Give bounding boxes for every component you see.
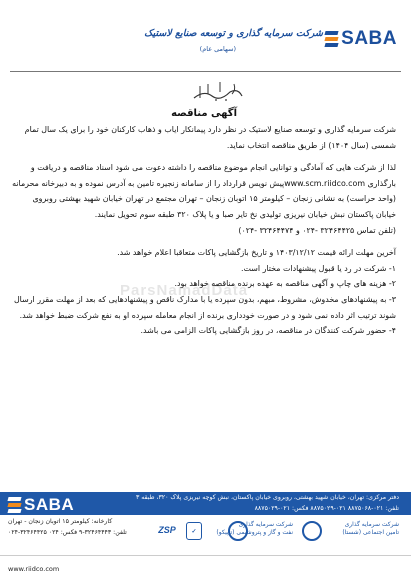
footer-address: دفتر مرکزی: تهران، خیابان شهید بهشتی، روبروی خیابان پاکستان، نبش کوچه نیریزی پلاک ۳۲۰، طبقه ۳ (135, 494, 399, 501)
saba-mark-icon (325, 31, 338, 47)
bismillah-calligraphy-icon (190, 78, 246, 104)
footer-company-shasta (342, 521, 399, 537)
main-body (12, 122, 396, 339)
footer-company-tapico (216, 521, 293, 537)
footer-phones: تلفن: ۰۲۱-۸۸۷۵۰۶۸ ۰۲۱-۸۸۷۵۰۲۹ فکس: ۰۲۱-۸۸۷۵۰۲۹ (254, 505, 399, 512)
watermark: ParsNamadData (120, 282, 249, 299)
spacer (12, 153, 396, 160)
saba-logo (325, 28, 397, 50)
footer-saba-logo (8, 495, 74, 515)
note-4: ۴- حضور شرکت کنندگان در مناقصه، در روز بازگشایی پاکات الزامی می باشد. (140, 326, 396, 336)
letterhead (0, 8, 411, 68)
footer-bottom-divider (0, 555, 411, 556)
factory-address: کارخانه: کیلومتر ۱۵ اتوبان زنجان - تهران (8, 518, 113, 525)
header-divider (10, 71, 401, 72)
certification-icon: ✓ (186, 522, 202, 540)
zsp-certification-logo: ZSP (158, 525, 176, 535)
note-3: ۳- به پیشنهادهای مخدوش، مشروط، مبهم، بدون سپرده یا با مدارک ناقص و پیشنهادهایی که بعد از مهلت مقرر ارسال شوند ترتیب اثر داده نمی شود و در صورت خودداری برنده از انجام معامله سپرده او به نفع شرکت ضبط خواهد شد. (13, 294, 396, 320)
spacer (12, 238, 396, 245)
saba-mark-icon (8, 497, 21, 513)
shasta-seal-icon (302, 521, 322, 541)
company-name: شرکت سرمایه گذاری و توسعه صنایع لاستیک (144, 28, 323, 39)
note-1: ۱- شرکت در رد یا قبول پیشنهادات مختار است. (241, 263, 396, 273)
paragraph-instructions: لذا از شرکت هایی که آمادگی و توانایی انجام موضوع مناقصه را داشته دعوت می شود اسناد مناقصه و دریافت و بارگذاری www.scm.riidco.comپیش نویس قرارداد را از سامانه زنجیره تامین به آدرس نموده و به دبیرخانه محرمانه (واحد حراست) به نشانی زنجان – کیلومتر ۱۵ اتوبان زنجان – تهران مجتمع در تهران خیابان شهید بهشتی روبروی خیابان پاکستان نبش خیابان نیریزی تولیدی نخ تایر صبا و یا پلاک ۳۲۰ طبقه سوم تحویل نمایند. (12, 163, 396, 219)
footer-brand-name: SABA (24, 495, 75, 514)
tapico-line-1: شرکت سرمایه گذاری (238, 521, 293, 528)
company-type: (سهامی عام) (199, 45, 236, 53)
shasta-line-2: تامین اجتماعی (شستا) (342, 529, 399, 536)
paragraph-contact-phone: (تلفن تماس ۳۲۴۶۴۴۲۵ -۰۲۴ و ۳۲۴۶۴۴۷۴ -۰۲۴) (238, 225, 396, 235)
factory-phones: ۰۲۴-۳۲۴۶۴۴۲۵ تلفن: ۳۲۴۶۴۴۴۳-۹ فکس: ۰۲۴ (8, 529, 127, 536)
website[interactable]: www.riidco.com (8, 565, 60, 573)
deadline-line: آخرین مهلت ارائه قیمت ۱۴۰۳/۱۲/۱۲ و تاریخ بازگشایی پاکات متعاقبا اعلام خواهد شد. (117, 248, 396, 258)
brand-name: SABA (341, 28, 397, 49)
note-2: ۲- هزینه های چاپ و آگهی مناقصه به عهده برنده مناقصه خواهد بود. (174, 279, 396, 289)
page-title: آگهی مناقصه (171, 108, 237, 119)
paragraph-intro: شرکت سرمایه گذاری و توسعه صنایع لاستیک در نظر دارد پیمانکار ایاب و ذهاب کارکنان خود را برای یک سال تمام شمسی (سال ۱۴۰۴) از طریق مناقصه انتخاب نماید. (24, 125, 396, 150)
shasta-line-1: شرکت سرمایه گذاری (344, 521, 399, 528)
tapico-line-2: نفت و گاز و پتروشیمی (تاپیکو) (216, 529, 293, 536)
